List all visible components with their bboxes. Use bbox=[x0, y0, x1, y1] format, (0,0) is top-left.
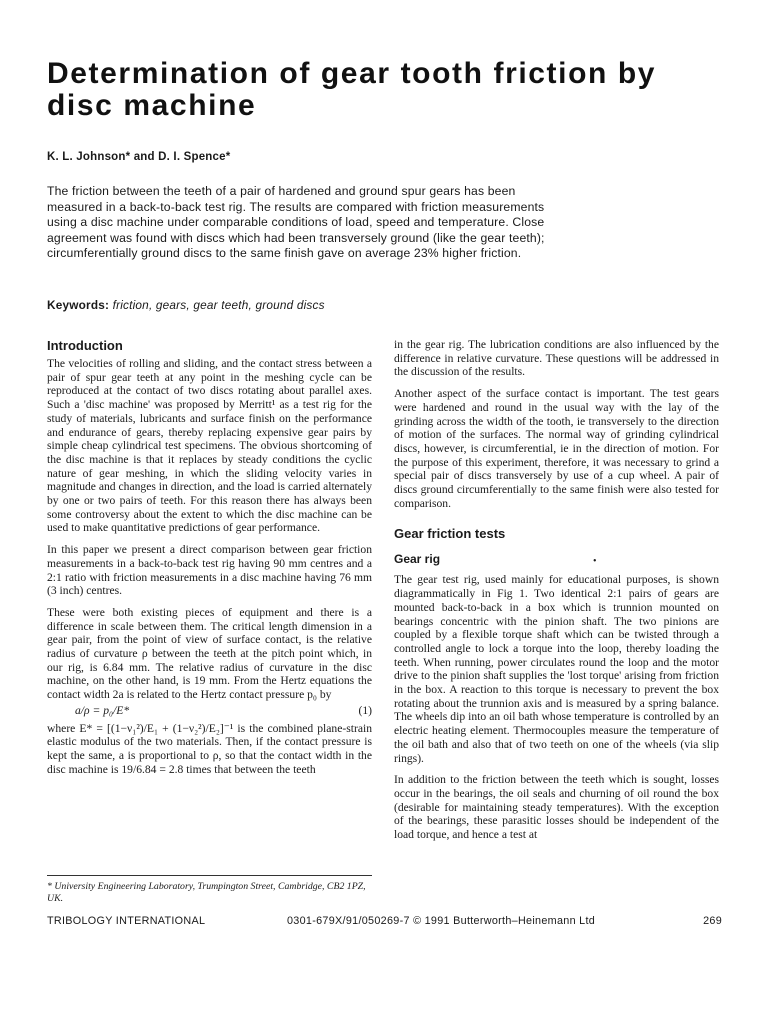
intro-paragraph-1: The velocities of rolling and sliding, and the contact stress between a pair of spur gear teeth at any point in the meshing cycle can be reproduced at the contact of two discs rotating about parallel axes. Such a 'disc machine' was proposed by Merritt¹ as a test rig for the study of materials, lubricants and surface finish on the performance and endurance of gears, thereby replacing expensive gear pairs by simple cheap cylindrical test specimens. The obvious shortcoming of the disc machine is that it replaces by steady conditions the cyclic nature of gear meshing, in which the sliding velocity varies in magnitude and changes in direction, and the load is carried alternately by one or two pairs of teeth. For this reason there has always been some controversy about the extent to which the disc machine can be used to make quantitative predictions of gear performance. bbox=[47, 357, 372, 535]
abstract: The friction between the teeth of a pair of hardened and ground spur gears has been measured in a back-to-back test rig. The results are compared with friction measurements using a disc machine under comparable conditions of load, speed and temperature. Close agreement was found with discs which had been transversely ground (like the gear teeth); circumferentially ground discs to the same finish gave on average 23% higher friction. bbox=[47, 184, 545, 261]
equation-number: (1) bbox=[358, 703, 372, 717]
keywords bbox=[47, 298, 325, 312]
equation-1 bbox=[47, 704, 372, 718]
intro-paragraph-3: These were both existing pieces of equipment and there is a difference in scale between them. The critical length dimension in a gear pair, from the point of view of surface contact, is the relative radius of curvature ρ between the teeth at the pitch point which, in our rig, is 6.84 mm. The relative radius of curvature in the disc machine, on the other hand, is 19 mm. From the Hertz equations the contact width 2a is related to the Hertz contact pressure p₀ by bbox=[47, 605, 372, 702]
keywords-label: Keywords: bbox=[47, 298, 110, 312]
left-column bbox=[47, 338, 372, 784]
right-paragraph-3: The gear test rig, used mainly for educational purposes, is shown diagrammatically in Fig 1. Two identical 2:1 pairs of gears are mounted back-to-back in a box which is trunnion mounted on bearings concentric with the pinion shaft. The two pinions are coupled by a flexible torque shaft which can be twisted through a controlled angle to lock a torque into the loop, thereby loading the teeth. When running, power circulates round the loop and the motor drive to the pinion shaft supplies the 'lost torque' arising from friction in the box. A reaction to this torque is necessary to prevent the box rotating about the trunnion axis and is measured by a spring balance. The wheels dip into an oil bath whose temperature is controlled by an electric heating element. Thermocouples measure the temperature of the oil bath and also that of two teeth on one of the wheels (via slip rings). bbox=[394, 573, 719, 765]
gear-friction-tests-heading: Gear friction tests bbox=[394, 526, 506, 542]
journal-name: TRIBOLOGY INTERNATIONAL bbox=[47, 915, 206, 927]
right-paragraph-4: In addition to the friction between the teeth which is sought, losses occur in the bearings, the oil seals and churning of oil round the box (desirable for maintaining steady temperatures). With the exception of the bearings, these parasitic losses should be independent of the load torque, and hence a test at bbox=[394, 773, 719, 842]
introduction-heading: Introduction bbox=[47, 338, 123, 353]
author-affiliation-footnote: * University Engineering Laboratory, Trumpington Street, Cambridge, CB2 1PZ, UK. bbox=[47, 875, 372, 905]
keywords-list: friction, gears, gear teeth, ground discs bbox=[112, 298, 325, 312]
intro-paragraph-4: where E* = [(1−ν₁²)/E₁ + (1−ν₂²)/E₂]⁻¹ is the combined plane-strain elastic modulus of the two materials. Then, if the contact pressure is kept the same, a is proportional to ρ, so that the contact width in the disc machine is 19/6.84 = 2.8 times that between the teeth bbox=[47, 721, 372, 776]
equation-expression: a/ρ = p₀/E* bbox=[75, 703, 130, 717]
stray-dot: • bbox=[593, 556, 597, 567]
right-paragraph-1: in the gear rig. The lubrication conditions are also influenced by the difference in relative curvature. These questions will be addressed in the discussion of the results. bbox=[394, 338, 719, 379]
gear-rig-heading: Gear rig bbox=[394, 552, 441, 567]
right-column bbox=[394, 338, 719, 850]
page-footer bbox=[47, 915, 722, 929]
issn-copyright: 0301-679X/91/050269-7 © 1991 Butterworth–Heinemann Ltd bbox=[287, 915, 596, 927]
authors: K. L. Johnson* and D. I. Spence* bbox=[47, 151, 231, 163]
page-number: 269 bbox=[703, 915, 722, 927]
right-paragraph-2: Another aspect of the surface contact is important. The test gears were hardened and round in the usual way with the lay of the grinding across the width of the tooth, ie transversely to the direction of motion of the surfaces. The normal way of grinding cylindrical discs, however, is circumferential, ie in the direction of motion. For the purpose of this experiment, therefore, it was necessary to grind a special pair of discs transversely by use of a cup wheel. A pair of discs ground circumferentially to the same finish were also tested for comparison. bbox=[394, 387, 719, 510]
intro-paragraph-2: In this paper we present a direct comparison between gear friction measurements in a back-to-back test rig having 90 mm centres and a 2:1 ratio with friction measurements in a disc machine having 76 mm (3 inch) centres. bbox=[47, 543, 372, 598]
article-title: Determination of gear tooth friction by disc machine bbox=[47, 57, 657, 122]
